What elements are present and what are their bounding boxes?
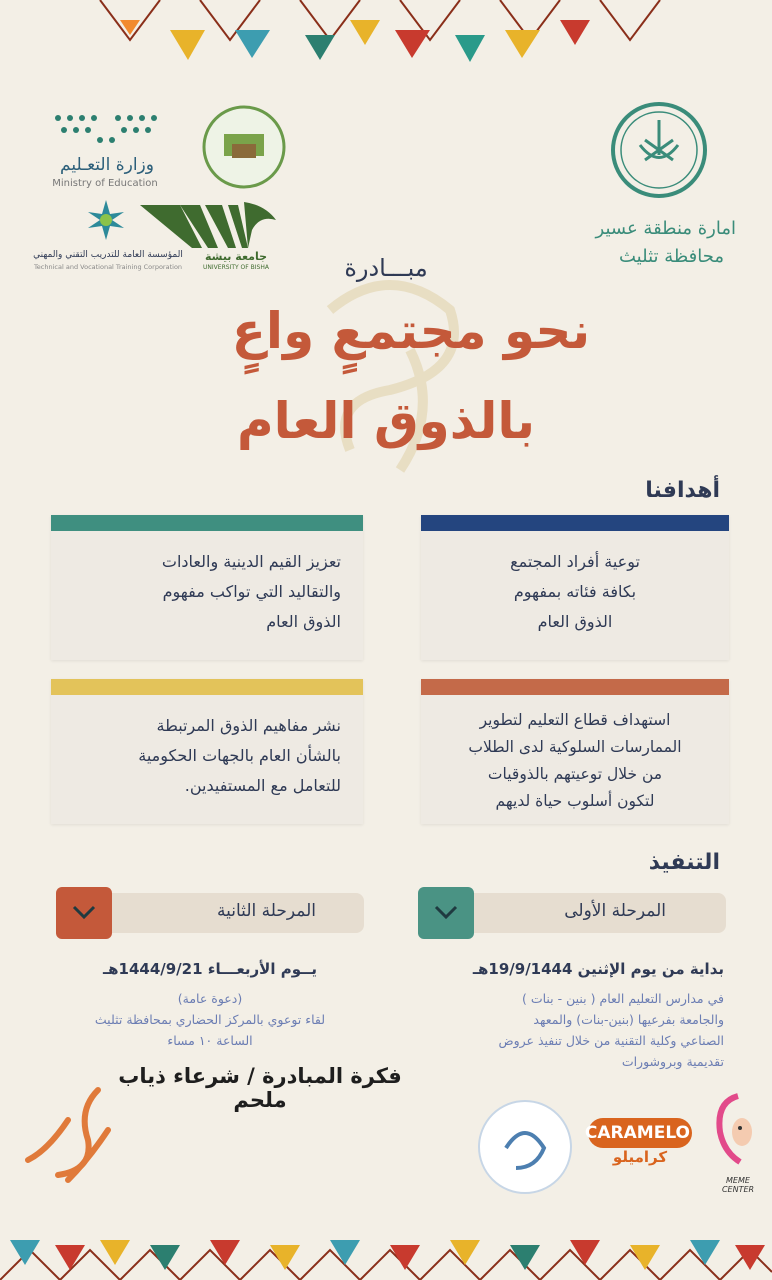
goal-card-bar <box>421 515 729 531</box>
phase-1-label: المرحلة الأولى <box>564 901 666 921</box>
governorate-name: محافظة تثليث <box>619 246 724 267</box>
goal-card-4 <box>51 679 363 824</box>
moe-name-en: Ministry of Education <box>52 178 158 189</box>
tvtc-name-ar: المؤسسة العامة للتدريب التقني والمهني <box>33 250 183 260</box>
juice-world-logo <box>476 1098 574 1196</box>
execution-heading: التنفيذ <box>648 850 720 875</box>
phase-1-date: بداية من يوم الإثنين 19/9/1444هـ <box>472 960 724 978</box>
phase-2-details: (دعوة عامة) لقاء توعوي بالمركز الحضاري بمحافظة تثليث الساعة ١٠ مساء <box>94 991 326 1048</box>
caramelo-logo <box>584 1118 692 1178</box>
goal-card-1 <box>421 515 729 660</box>
caramelo-arabic: كراميلو <box>612 1148 668 1166</box>
phase-1-details: في مدارس التعليم العام ( بنين - بنات ) والجامعة بفرعيها (بنين-بنات) والمعهد الصناعي وكلية التقنية من خلال تنفيذ عروض تقديمية وبروشورات <box>498 991 724 1069</box>
top-decorative-border <box>0 0 772 90</box>
goal-text: تعزيز القيم الدينية والعادات والتقاليد التي تواكب مفهوم الذوق العام <box>161 552 341 631</box>
moe-name-ar: وزارة التعـليم <box>60 155 154 175</box>
emirate-name: امارة منطقة عسير <box>595 218 736 239</box>
goals-heading: أهدافنا <box>645 478 720 503</box>
goal-text: استهداف قطاع التعليم لتطوير الممارسات السلوكية لدى الطلاب من خلال توعيتهم بالذوقيات لتكون أسلوب حياة لديهم <box>468 711 682 810</box>
goal-card-bar <box>51 515 363 531</box>
page-title-line2: بالذوق العام <box>237 392 535 450</box>
bisha-name-ar: جامعة بيشة <box>204 250 268 263</box>
emirate-seal-logo <box>600 100 718 200</box>
chevron-down-icon[interactable] <box>56 887 112 939</box>
chevron-down-icon[interactable] <box>418 887 474 939</box>
meme-center-logo <box>710 1092 766 1194</box>
phase-2-label: المرحلة الثانية <box>217 901 316 921</box>
goal-card-2 <box>51 515 363 660</box>
goal-card-bar <box>421 679 729 695</box>
jawaeb-logo <box>8 1080 128 1190</box>
calligraphy-watermark <box>290 250 490 490</box>
bisha-name-en: UNIVERSITY OF BISHA <box>203 264 269 271</box>
caramelo-wordmark: CARAMELO <box>588 1118 692 1148</box>
page-title-line1: نحو مجتمعٍ واعٍ <box>231 302 591 360</box>
phase-2-header[interactable] <box>56 893 364 933</box>
meme-center-name: MEME CENTER <box>721 1176 755 1194</box>
ministry-of-education-logo <box>48 110 166 150</box>
initiative-kicker: مبـــادرة <box>344 254 428 282</box>
tvtc-name-en: Technical and Vocational Training Corporation <box>33 263 183 271</box>
municipality-logo <box>196 104 292 190</box>
bottom-decorative-border <box>0 1210 772 1280</box>
phase-1-header[interactable] <box>418 893 726 933</box>
goal-text: توعية أفراد المجتمع بكافة فئاته بمفهوم الذوق العام <box>510 552 640 631</box>
tvtc-star-icon <box>84 198 128 242</box>
university-of-bisha-logo <box>140 200 280 252</box>
goal-text: نشر مفاهيم الذوق المرتبطة بالشأن العام بالجهات الحكومية للتعامل مع المستفيدين. <box>138 716 341 795</box>
goal-card-bar <box>51 679 363 695</box>
phase-2-date: يــوم الأربعـــاء 1444/9/21هـ <box>102 960 318 978</box>
goal-card-3 <box>421 679 729 824</box>
initiative-credit: فكرة المبادرة / شرعاء ذياب ملحم <box>118 1064 402 1112</box>
